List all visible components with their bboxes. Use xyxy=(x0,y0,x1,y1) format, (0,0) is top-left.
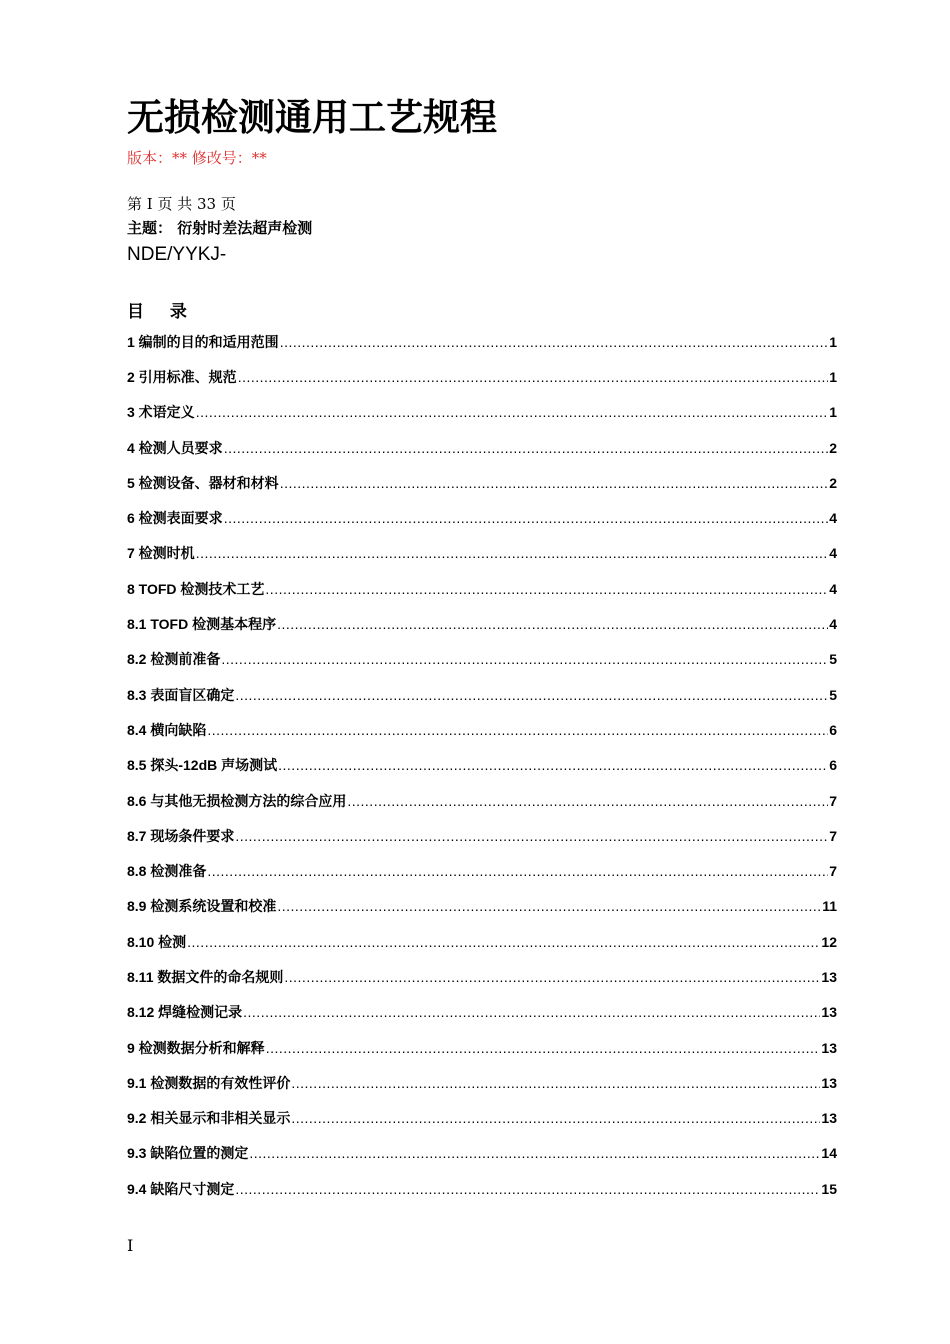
toc-entry[interactable] xyxy=(127,642,837,677)
toc-dot-leader xyxy=(284,969,820,985)
page-info: 第 I 页 共 33 页 xyxy=(127,195,236,213)
toc-dot-leader xyxy=(221,651,828,667)
toc-entry-label: 1 编制的目的和适用范围 xyxy=(127,333,279,350)
toc-dot-leader xyxy=(266,1040,821,1056)
toc-heading: 目 录 xyxy=(127,302,197,322)
toc-entry-page-number: 1 xyxy=(829,368,837,385)
toc-entry-page-number: 12 xyxy=(821,933,837,950)
toc-entry-label: 8.9 检测系统设置和校准 xyxy=(127,898,277,915)
toc-entry[interactable] xyxy=(127,783,837,818)
toc-entry-page-number: 15 xyxy=(821,1180,837,1197)
toc-entry[interactable] xyxy=(127,359,837,394)
toc-dot-leader xyxy=(207,863,828,879)
version-line: 版本：** 修改号：** xyxy=(127,149,267,167)
toc-entry-label: 8.10 检测 xyxy=(127,933,187,950)
toc-dot-leader xyxy=(235,687,828,703)
toc-entry-label: 8.4 横向缺陷 xyxy=(127,721,207,738)
toc-entry-label: 8.8 检测准备 xyxy=(127,863,207,880)
toc-entry-page-number: 7 xyxy=(829,827,837,844)
toc-entry-label: 6 检测表面要求 xyxy=(127,510,223,527)
toc-entry-label: 8.7 现场条件要求 xyxy=(127,827,235,844)
toc-dot-leader xyxy=(196,545,829,561)
toc-entry-page-number: 4 xyxy=(829,545,837,562)
toc-dot-leader xyxy=(235,828,828,844)
document-title: 无损检测通用工艺规程 xyxy=(127,95,497,139)
toc-entry-label: 8.5 探头-12dB 声场测试 xyxy=(127,757,278,774)
toc-entry-label: 5 检测设备、器材和材料 xyxy=(127,474,279,491)
toc-dot-leader xyxy=(187,934,820,950)
toc-entry-label: 9.4 缺陷尺寸测定 xyxy=(127,1180,235,1197)
toc-entry[interactable] xyxy=(127,748,837,783)
toc-entry-label: 2 引用标准、规范 xyxy=(127,368,237,385)
toc-dot-leader xyxy=(291,1075,820,1091)
toc-entry[interactable] xyxy=(127,677,837,712)
toc-entry[interactable] xyxy=(127,818,837,853)
toc-entry[interactable] xyxy=(127,465,837,500)
toc-entry-page-number: 4 xyxy=(829,616,837,633)
toc-dot-leader xyxy=(224,510,829,526)
toc-entry-page-number: 5 xyxy=(829,651,837,668)
toc-dot-leader xyxy=(238,369,829,385)
footer-page-number: I xyxy=(127,1236,134,1255)
document-code: NDE/YYKJ- xyxy=(127,244,227,265)
toc-dot-leader xyxy=(280,334,829,350)
document-subject: 主题： 衍射时差法超声检测 xyxy=(127,219,313,237)
table-of-contents xyxy=(127,324,837,1206)
toc-dot-leader xyxy=(265,581,828,597)
toc-entry-page-number: 13 xyxy=(821,1039,837,1056)
toc-entry-page-number: 7 xyxy=(829,863,837,880)
toc-entry[interactable] xyxy=(127,889,837,924)
toc-entry-page-number: 4 xyxy=(829,510,837,527)
toc-dot-leader xyxy=(280,475,829,491)
toc-dot-leader xyxy=(243,1004,820,1020)
toc-entry-label: 9.1 检测数据的有效性评价 xyxy=(127,1074,291,1091)
toc-entry[interactable] xyxy=(127,571,837,606)
toc-entry[interactable] xyxy=(127,395,837,430)
toc-entry-page-number: 13 xyxy=(821,1110,837,1127)
toc-entry-page-number: 2 xyxy=(829,439,837,456)
toc-entry-page-number: 5 xyxy=(829,686,837,703)
toc-entry-label: 9 检测数据分析和解释 xyxy=(127,1039,265,1056)
toc-entry[interactable] xyxy=(127,924,837,959)
toc-entry[interactable] xyxy=(127,324,837,359)
toc-entry-page-number: 2 xyxy=(829,474,837,491)
toc-entry[interactable] xyxy=(127,1101,837,1136)
toc-entry-label: 9.2 相关显示和非相关显示 xyxy=(127,1110,291,1127)
toc-dot-leader xyxy=(291,1110,820,1126)
toc-entry-page-number: 7 xyxy=(829,792,837,809)
toc-entry-page-number: 1 xyxy=(829,404,837,421)
toc-entry-label: 8.2 检测前准备 xyxy=(127,651,221,668)
toc-entry[interactable] xyxy=(127,430,837,465)
toc-entry[interactable] xyxy=(127,959,837,994)
toc-dot-leader xyxy=(235,1181,820,1197)
toc-entry[interactable] xyxy=(127,1171,837,1206)
toc-dot-leader xyxy=(224,440,829,456)
toc-entry-label: 7 检测时机 xyxy=(127,545,195,562)
toc-entry[interactable] xyxy=(127,536,837,571)
toc-entry[interactable] xyxy=(127,1030,837,1065)
toc-entry[interactable] xyxy=(127,1065,837,1100)
toc-entry[interactable] xyxy=(127,712,837,747)
toc-entry-page-number: 14 xyxy=(821,1145,837,1162)
toc-entry-page-number: 11 xyxy=(822,898,837,915)
toc-entry[interactable] xyxy=(127,500,837,535)
toc-entry-label: 9.3 缺陷位置的测定 xyxy=(127,1145,249,1162)
toc-entry[interactable] xyxy=(127,1136,837,1171)
toc-dot-leader xyxy=(196,404,829,420)
toc-entry-label: 4 检测人员要求 xyxy=(127,439,223,456)
toc-entry-label: 8 TOFD 检测技术工艺 xyxy=(127,580,265,597)
toc-entry-label: 8.12 焊缝检测记录 xyxy=(127,1004,243,1021)
toc-entry[interactable] xyxy=(127,606,837,641)
toc-entry[interactable] xyxy=(127,995,837,1030)
toc-dot-leader xyxy=(277,616,828,632)
toc-dot-leader xyxy=(207,722,828,738)
toc-entry-label: 3 术语定义 xyxy=(127,404,195,421)
toc-entry-page-number: 1 xyxy=(829,333,837,350)
toc-entry-page-number: 13 xyxy=(821,1004,837,1021)
toc-dot-leader xyxy=(277,898,821,914)
toc-entry-label: 8.11 数据文件的命名规则 xyxy=(127,968,284,985)
toc-entry-page-number: 4 xyxy=(829,580,837,597)
toc-entry-label: 8.3 表面盲区确定 xyxy=(127,686,235,703)
toc-dot-leader xyxy=(278,757,828,773)
toc-entry-page-number: 13 xyxy=(821,1074,837,1091)
toc-entry-page-number: 6 xyxy=(829,757,837,774)
toc-entry[interactable] xyxy=(127,853,837,888)
toc-entry-page-number: 13 xyxy=(821,968,837,985)
toc-dot-leader xyxy=(249,1145,820,1161)
toc-entry-page-number: 6 xyxy=(829,721,837,738)
toc-dot-leader xyxy=(347,793,828,809)
toc-entry-label: 8.1 TOFD 检测基本程序 xyxy=(127,616,277,633)
toc-entry-label: 8.6 与其他无损检测方法的综合应用 xyxy=(127,792,347,809)
